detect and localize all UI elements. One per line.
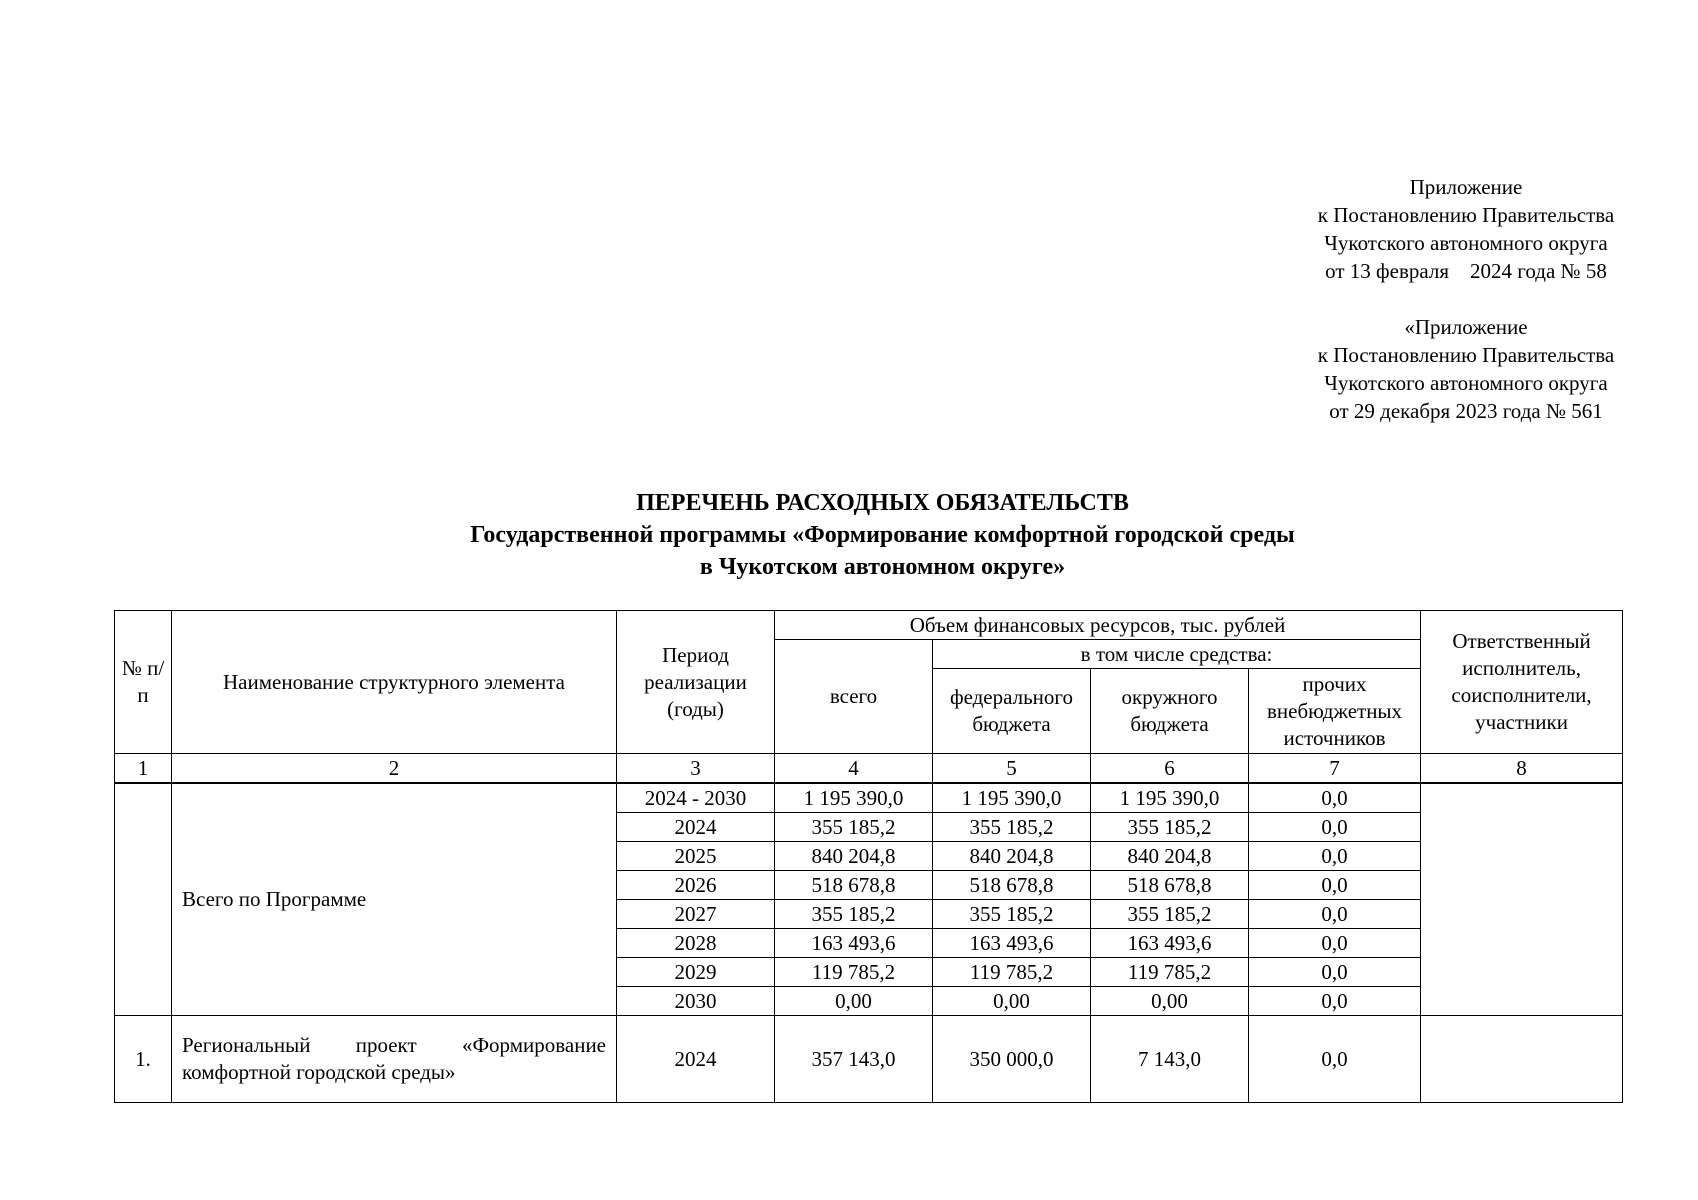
period-cell: 2024 - 2030 — [617, 783, 775, 813]
total-cell: 355 185,2 — [775, 813, 933, 842]
column-number: 2 — [172, 754, 617, 784]
appendix-line: Чукотского автономного округа — [1324, 231, 1608, 255]
other-cell: 0,0 — [1249, 783, 1421, 813]
appendix-line: к Постановлению Правительства — [1317, 203, 1615, 227]
federal-cell: 350 000,0 — [933, 1016, 1091, 1103]
column-number: 1 — [115, 754, 172, 784]
appendix-current-block — [1256, 173, 1676, 285]
title-line: в Чукотском автономном округе» — [699, 554, 1066, 580]
district-cell: 163 493,6 — [1091, 929, 1249, 958]
appendix-line: от 13 февраля 2024 года № 58 — [1325, 259, 1607, 283]
project-num-cell: 1. — [115, 1016, 172, 1103]
federal-cell: 840 204,8 — [933, 842, 1091, 871]
other-cell: 0,0 — [1249, 1016, 1421, 1103]
program-responsible-cell — [1421, 783, 1623, 1016]
district-cell: 355 185,2 — [1091, 900, 1249, 929]
title-line: Государственной программы «Формирование комфортной городской среды — [470, 522, 1295, 548]
district-cell: 355 185,2 — [1091, 813, 1249, 842]
appendix-line: Приложение — [1409, 175, 1523, 199]
period-cell: 2025 — [617, 842, 775, 871]
header-including: в том числе средства: — [933, 640, 1421, 669]
header-district: окружного бюджета — [1091, 669, 1249, 754]
period-cell: 2024 — [617, 1016, 775, 1103]
header-federal: федерального бюджета — [933, 669, 1091, 754]
appendix-line: «Приложение — [1404, 315, 1528, 339]
header-volume: Объем финансовых ресурсов, тыс. рублей — [775, 611, 1421, 640]
program-num-cell — [115, 783, 172, 1016]
other-cell: 0,0 — [1249, 958, 1421, 987]
district-cell: 840 204,8 — [1091, 842, 1249, 871]
total-cell: 119 785,2 — [775, 958, 933, 987]
column-number: 8 — [1421, 754, 1623, 784]
district-cell: 0,00 — [1091, 987, 1249, 1016]
district-cell: 1 195 390,0 — [1091, 783, 1249, 813]
appendix-previous-block — [1256, 313, 1676, 425]
federal-cell: 0,00 — [933, 987, 1091, 1016]
header-num: № п/п — [115, 611, 172, 754]
header-other: прочих внебюджетных источников — [1249, 669, 1421, 754]
district-cell: 7 143,0 — [1091, 1016, 1249, 1103]
column-number: 6 — [1091, 754, 1249, 784]
period-cell: 2026 — [617, 871, 775, 900]
header-total: всего — [775, 640, 933, 754]
period-cell: 2028 — [617, 929, 775, 958]
total-cell: 1 195 390,0 — [775, 783, 933, 813]
column-number: 3 — [617, 754, 775, 784]
total-cell: 355 185,2 — [775, 900, 933, 929]
total-cell: 163 493,6 — [775, 929, 933, 958]
other-cell: 0,0 — [1249, 813, 1421, 842]
district-cell: 518 678,8 — [1091, 871, 1249, 900]
federal-cell: 163 493,6 — [933, 929, 1091, 958]
other-cell: 0,0 — [1249, 842, 1421, 871]
column-number: 5 — [933, 754, 1091, 784]
other-cell: 0,0 — [1249, 871, 1421, 900]
period-cell: 2024 — [617, 813, 775, 842]
appendix-line: к Постановлению Правительства — [1317, 343, 1615, 367]
federal-cell: 355 185,2 — [933, 900, 1091, 929]
other-cell: 0,0 — [1249, 900, 1421, 929]
appendix-line: Чукотского автономного округа — [1324, 371, 1608, 395]
column-number-row — [115, 754, 1623, 784]
header-period: Период реализации (годы) — [617, 611, 775, 754]
period-cell: 2027 — [617, 900, 775, 929]
expenditure-obligations-table — [114, 610, 1623, 1103]
appendix-line: от 29 декабря 2023 года № 561 — [1329, 399, 1603, 423]
title-line: ПЕРЕЧЕНЬ РАСХОДНЫХ ОБЯЗАТЕЛЬСТВ — [636, 490, 1129, 516]
program-total-name: Всего по Программе — [172, 783, 617, 1016]
federal-cell: 119 785,2 — [933, 958, 1091, 987]
district-cell: 119 785,2 — [1091, 958, 1249, 987]
federal-cell: 355 185,2 — [933, 813, 1091, 842]
federal-cell: 1 195 390,0 — [933, 783, 1091, 813]
column-number: 7 — [1249, 754, 1421, 784]
table-row — [115, 1016, 1623, 1103]
federal-cell: 518 678,8 — [933, 871, 1091, 900]
total-cell: 0,00 — [775, 987, 933, 1016]
header-name: Наименование структурного элемента — [172, 611, 617, 754]
column-number: 4 — [775, 754, 933, 784]
header-responsible: Ответственный исполнитель, соисполнители, участники — [1421, 611, 1623, 754]
total-cell: 840 204,8 — [775, 842, 933, 871]
period-cell: 2029 — [617, 958, 775, 987]
total-cell: 518 678,8 — [775, 871, 933, 900]
project-name-cell: Региональный проект «Формирование комфортной городской среды» — [172, 1016, 617, 1103]
document-title — [0, 487, 1698, 583]
total-cell: 357 143,0 — [775, 1016, 933, 1103]
table-row — [115, 783, 1623, 813]
period-cell: 2030 — [617, 987, 775, 1016]
other-cell: 0,0 — [1249, 987, 1421, 1016]
other-cell: 0,0 — [1249, 929, 1421, 958]
project-responsible-cell — [1421, 1016, 1623, 1103]
